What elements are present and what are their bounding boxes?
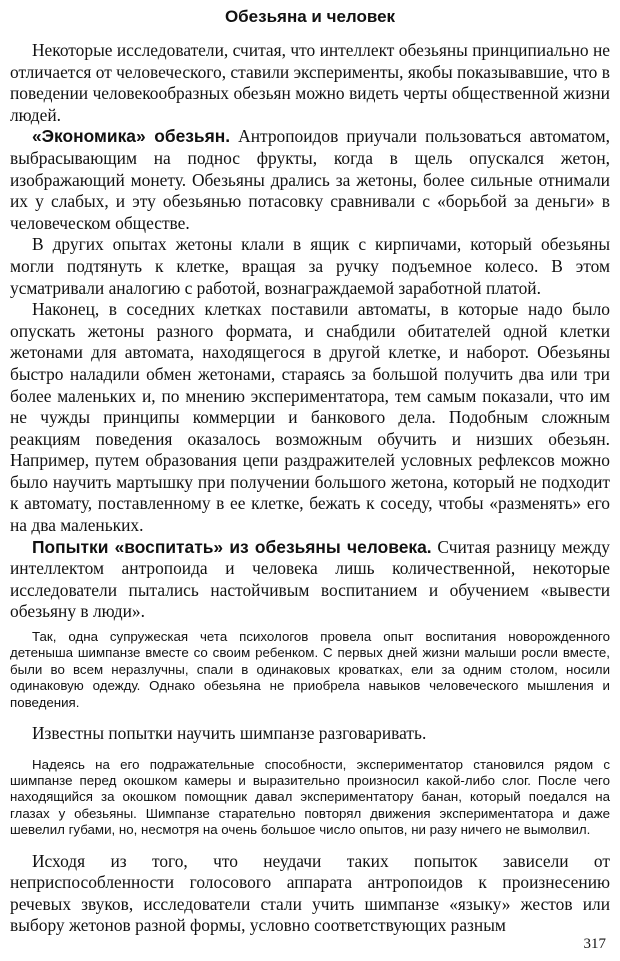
- page-number: 317: [583, 936, 606, 952]
- paragraph-upbringing: [10, 537, 610, 623]
- section-title: Обезьяна и человек: [224, 7, 396, 26]
- paragraph-economics: [10, 126, 610, 234]
- upbringing-heading: Попытки «воспитать» из обезьяны человека.: [32, 536, 432, 557]
- smallprint-speech-experiment: Надеясь на его подражательные способности, экспериментатор становился рядом с шимпанзе перед окошком камеры и выразительно произносил какой-либо слог. После чего находящийся за окошком помощник давал экспериментатору банан, который поедался на глазах у обезьяны. Шимпанзе старательно повторял движения экспериментатора и даже шевелил губами, но, несмотря на очень большое число опытов, ни разу ничего не вымолвил.: [10, 756, 610, 838]
- paragraph-bricks: В других опытах жетоны клали в ящик с кирпичами, который обезьяны могли подтянуть к клетке, вращая за ручку подъемное колесо. В этом усматривали аналогию с работой, вознаграждаемой заработной платой.: [10, 234, 610, 298]
- economics-text: Антропоидов приучали пользоваться автоматом, выбрасывающим на поднос фрукты, когда в щель опускался жетон, изображающий монету. Обезьяны дрались за жетоны, более сильные отнимали их у слабых, и эту обезьянью потасовку сравнивали с «борьбой за деньги» в человеческом обществе.: [10, 126, 610, 233]
- paragraph-speech-attempts: Известны попытки научить шимпанзе разговаривать.: [32, 723, 427, 744]
- paragraph-intro: Некоторые исследователи, считая, что интеллект обезьяны принципиально не отличается от человеческого, ставили эксперименты, якобы показывавшие, что в поведении человекообразных обезьян можно видеть черты общественной жизни людей.: [10, 40, 610, 125]
- paragraph-exchange: Наконец, в соседних клетках поставили автоматы, в которые надо было опускать жетоны разного формата, и снабдили обитателей одной клетки жетонами для автомата, находящегося в другой клетке, и наборот. Обезьяны быстро наладили обмен жетонами, стараясь за большой получить два или три более маленьких и, по мнению экспериментатора, тем самым показали, что им не чужды принципы коммерции и банкового дела. Подобным сложным реакциям поведения оказалось возможным обучить и низших обезьян. Например, путем образования цепи раздражителей условных рефлексов можно было научить мартышку при получении большого жетона, который не подходит к автомату, поставленному в ее клетке, бежать к соседу, чтобы «разменять» его на два маленьких.: [10, 299, 610, 536]
- economics-heading: «Экономика» обезьян.: [32, 126, 231, 147]
- upbringing-text: Считая разницу между интеллектом антропоида и человека лишь количественной, некоторые исследователи пытались настойчивым воспитанием и обучением «вывести обезьяну в люди».: [10, 536, 610, 622]
- smallprint-couple-experiment: Так, одна супружеская чета психологов провела опыт воспитания новорожденного детеныша шимпанзе вместе со своим ребенком. С первых дней жизни малыши росли вместе, были во всем неразлучны, спали в одинаковых кроватках, ели за одним столом, носили одинаковую одежду. Однако обезьяна не приобрела навыков человеческого мышления и поведения.: [10, 629, 610, 710]
- paragraph-gestures: Исходя из того, что неудачи таких попыток зависели от неприспособленности голосового аппарата антропоидов к произнесению речевых звуков, исследователи стали учить шимпанзе «языку» жестов или выбору жетонов разной формы, условно соответствующих разным: [10, 850, 610, 936]
